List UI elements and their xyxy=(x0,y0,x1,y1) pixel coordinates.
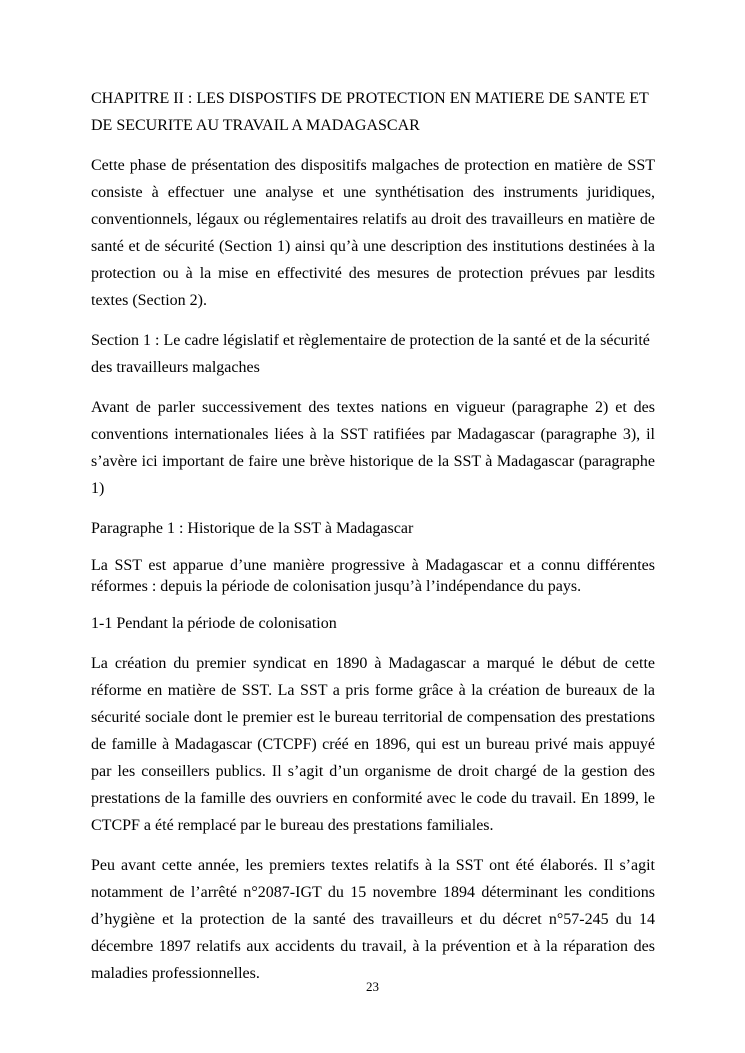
sst-overview-paragraph: La SST est apparue d’une manière progressive à Madagascar et a connu différentes réformes : depuis la période de colonisation jusqu’à l’indépendance du pays. xyxy=(91,557,655,595)
page-footer xyxy=(0,979,745,995)
intro-paragraph: Cette phase de présentation des dispositifs malgaches de protection en matière de SST consiste à effectuer une analyse et une synthétisation des instruments juridiques, conventionnels, légaux ou réglementaires relatifs au droit des travailleurs en matière de santé et de sécurité (Section 1) ainsi qu’à une description des institutions destinées à la protection ou à la mise en effectivité des mesures de protection prévues par lesdits textes (Section 2). xyxy=(91,157,655,309)
chapter-title: CHAPITRE II : LES DISPOSTIFS DE PROTECTION EN MATIERE DE SANTE ET DE SECURITE AU TRAVAIL A MADAGASCAR xyxy=(91,90,649,134)
paragraphe-1-heading: Paragraphe 1 : Historique de la SST à Madagascar xyxy=(91,520,414,537)
section-1-heading: Section 1 : Le cadre législatif et règlementaire de protection de la santé et de la sécurité des travailleurs malgaches xyxy=(91,332,650,376)
subsection-1-1-heading: 1-1 Pendant la période de colonisation xyxy=(91,615,337,632)
page-number: 23 xyxy=(366,979,379,994)
early-texts-paragraph: Peu avant cette année, les premiers textes relatifs à la SST ont été élaborés. Il s’agit notamment de l’arrêté n°2087-IGT du 15 novembre 1894 déterminant les conditions d’hygiène et la protection de la santé des travailleurs et du décret n°57-245 du 14 décembre 1897 relatifs aux accidents du travail, à la prévention et à la réparation des maladies professionnelles. xyxy=(91,857,655,982)
colonisation-paragraph: La création du premier syndicat en 1890 à Madagascar a marqué le début de cette réforme en matière de SST. La SST a pris forme grâce à la création de bureaux de la sécurité sociale dont le premier est le bureau territorial de compensation des prestations de famille à Madagascar (CTCPF) créé en 1896, qui est un bureau privé mais appuyé par les conseillers publics. Il s’agit d’un organisme de droit chargé de la gestion des prestations de la famille des ouvriers en conformité avec le code du travail. En 1899, le CTCPF a été remplacé par le bureau des prestations familiales. xyxy=(91,655,655,834)
transition-paragraph: Avant de parler successivement des textes nations en vigueur (paragraphe 2) et des conventions internationales liées à la SST ratifiées par Madagascar (paragraphe 3), il s’avère ici important de faire une brève historique de la SST à Madagascar (paragraphe 1) xyxy=(91,399,655,497)
